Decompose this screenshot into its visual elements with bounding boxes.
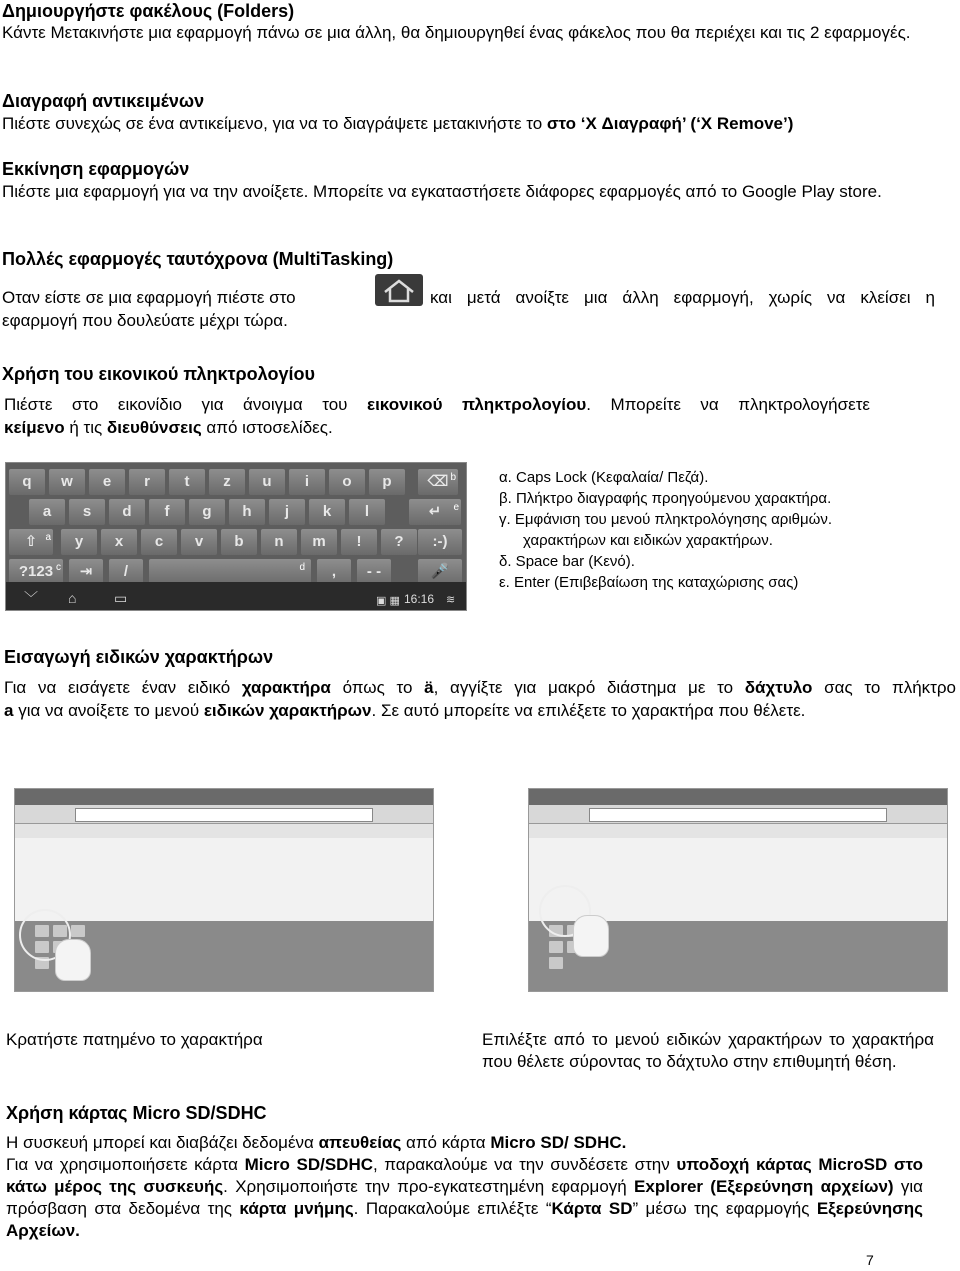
key-3-5[interactable]: b <box>221 529 257 555</box>
sd-text-2: Για να χρησιμοποιήσετε κάρτα Micro SD/SDHC, παρακαλούμε να την συνδέσετε στην υποδοχή κάρτας MicroSD στο κάτω μέρος της συσκευής. Χρησιμοποιήστε την προ-εγκατεστημένη εφαρμογή Explorer (Εξερεύνηση αρχείων) για πρόσβαση στα δεδομένα της κάρτα μνήμης. Παρακαλούμε επιλέξτε “Κάρτα SD” μέσω της εφαρμογής Εξερεύνησης Αρχείων. <box>6 1155 924 1240</box>
key-3-9[interactable]: ? <box>381 529 417 555</box>
key-1-6[interactable]: z <box>209 469 245 495</box>
enter-key[interactable]: ↵ e <box>409 499 461 525</box>
key-3-8[interactable]: ! <box>341 529 377 555</box>
key-2-5[interactable]: g <box>189 499 225 525</box>
status-icons: ▣ ▦ <box>376 595 400 607</box>
keyboard-text-1: Πιέστε στο εικονίδιο για άνοιγμα του εικονικού πληκτρολογίου. Μπορείτε να πληκτρολογήσετε <box>4 395 870 414</box>
keyboard-text-2: κείμενο ή τις διευθύνσεις από ιστοσελίδες. <box>4 418 333 437</box>
key-1-4[interactable]: r <box>129 469 165 495</box>
key-3-1[interactable]: y <box>61 529 97 555</box>
browser-url-bar <box>529 805 947 824</box>
home-icon <box>375 274 423 306</box>
legend-item: χαρακτήρων και ειδικών χαρακτήρων. <box>523 532 773 549</box>
browser-tab-bar <box>529 789 947 805</box>
browser-tab-bar <box>15 789 433 805</box>
key-1-3[interactable]: e <box>89 469 125 495</box>
backspace-key[interactable]: ⌫ b <box>418 469 458 495</box>
back-icon[interactable]: ﹀ <box>24 590 38 606</box>
tab-key[interactable]: ⇥ <box>69 559 103 585</box>
slash-key[interactable]: / <box>109 559 143 585</box>
key-2-1[interactable]: a <box>29 499 65 525</box>
apostrophe-key[interactable]: , <box>317 559 351 585</box>
key-1-7[interactable]: u <box>249 469 285 495</box>
key-1-9[interactable]: o <box>329 469 365 495</box>
key-1-5[interactable]: t <box>169 469 205 495</box>
emoticon-key[interactable]: :-) <box>418 529 462 555</box>
key-2-4[interactable]: f <box>149 499 185 525</box>
key-3-2[interactable]: x <box>101 529 137 555</box>
android-nav-bar <box>6 582 466 610</box>
clock: 16:16 <box>404 592 435 606</box>
keyboard-screenshot <box>5 462 467 611</box>
delete-heading: Διαγραφή αντικειμένων <box>2 91 205 111</box>
key-2-9[interactable]: l <box>349 499 385 525</box>
multitask-text-a: Οταν είστε σε μια εφαρμογή πιέστε στο <box>2 288 296 307</box>
wifi-icon: ≋ <box>446 594 456 606</box>
legend-item: γ. Εμφάνιση του μενού πληκτρολόγησης αριθμών. <box>499 511 833 528</box>
key-2-7[interactable]: j <box>269 499 305 525</box>
keyboard-row-2 <box>6 496 466 526</box>
key-2-6[interactable]: h <box>229 499 265 525</box>
key-3-7[interactable]: m <box>301 529 337 555</box>
folders-text: Κάντε Μετακινήστε μια εφαρμογή πάνω σε μια άλλη, θα δημιουργηθεί ένας φάκελος που θα περιέχει και τις 2 εφαρμογές. <box>2 23 911 42</box>
delete-text: Πιέστε συνεχώς σε ένα αντικείμενο, για να το διαγράψετε μετακινήστε το στο ‘X Διαγραφή’ (‘X Remove’) <box>2 114 794 133</box>
key-1-10[interactable]: p <box>369 469 405 495</box>
multitask-text-b: και μετά ανοίξτε μια άλλη εφαρμογή, χωρίς να κλείσει η <box>430 288 935 307</box>
browser-bookmarks-bar <box>529 824 947 838</box>
launch-text: Πιέστε μια εφαρμογή για να την ανοίξετε. Μπορείτε να εγκαταστήσετε διάφορες εφαρμογές από το Google Play store. <box>2 182 882 201</box>
browser-content <box>15 838 433 921</box>
special-text-1: Για να εισάγετε έναν ειδικό χαρακτήρα όπως το ä, αγγίξτε για μακρό διάστημα με το δάχτυλο σας το πλήκτρο <box>4 678 956 697</box>
sd-heading: Χρήση κάρτας Micro SD/SDHC <box>6 1103 267 1123</box>
home-nav-icon[interactable]: ⌂ <box>68 590 77 606</box>
special-text-2: a για να ανοίξετε το μενού ειδικών χαρακτήρων. Σε αυτό μπορείτε να επιλέξετε το χαρακτήρα που θέλετε. <box>4 701 806 720</box>
shift-key[interactable]: ⇧ a <box>9 529 53 555</box>
legend-item: α. Caps Lock (Κεφαλαία/ Πεζά). <box>499 469 709 486</box>
key-1-1[interactable]: q <box>9 469 45 495</box>
multitask-text-c: εφαρμογή που δουλεύατε μέχρι τώρα. <box>2 311 288 330</box>
finger-icon <box>55 939 91 981</box>
page-number: 7 <box>866 1252 874 1268</box>
keyboard-row-3 <box>6 526 466 556</box>
keyboard-heading: Χρήση του εικονικού πληκτρολογίου <box>2 364 315 384</box>
recents-icon[interactable]: ▭ <box>114 590 128 606</box>
key-1-2[interactable]: w <box>49 469 85 495</box>
legend-item: β. Πλήκτρο διαγραφής προηγούμενου χαρακτήρα. <box>499 490 832 507</box>
legend-item: δ. Space bar (Κενό). <box>499 553 635 570</box>
keyboard-legend <box>499 467 919 593</box>
key-3-6[interactable]: n <box>261 529 297 555</box>
mic-key[interactable]: 🎤 <box>418 559 462 585</box>
legend-item: ε. Enter (Επιβεβαίωση της καταχώρισης σας) <box>499 574 799 591</box>
tablet-screenshot-select <box>528 788 948 992</box>
tablet-screenshot-hold <box>14 788 434 992</box>
finger-icon <box>573 915 609 957</box>
folders-heading: Δημιουργήστε φακέλους (Folders) <box>2 1 295 21</box>
multitask-heading: Πολλές εφαρμογές ταυτόχρονα (MultiTasking) <box>2 249 394 269</box>
key-2-8[interactable]: k <box>309 499 345 525</box>
browser-bookmarks-bar <box>15 824 433 838</box>
dash-key[interactable]: - - <box>357 559 391 585</box>
numbers-key[interactable]: ?123 c <box>9 559 63 585</box>
browser-content <box>529 838 947 921</box>
space-bar-key[interactable]: d <box>149 559 311 585</box>
keyboard-row-1 <box>6 466 466 496</box>
caption-select: Επιλέξτε από το μενού ειδικών χαρακτήρων το χαρακτήρα που θέλετε σύροντας το δάχτυλο στην επιθυμητή θέση. <box>482 1030 934 1071</box>
sd-text-1: Η συσκευή μπορεί και διαβάζει δεδομένα απευθείας από κάρτα Micro SD/ SDHC. <box>6 1133 627 1152</box>
key-2-2[interactable]: s <box>69 499 105 525</box>
special-heading: Εισαγωγή ειδικών χαρακτήρων <box>4 647 274 667</box>
key-1-8[interactable]: i <box>289 469 325 495</box>
launch-heading: Εκκίνηση εφαρμογών <box>2 159 190 179</box>
key-3-3[interactable]: c <box>141 529 177 555</box>
key-3-4[interactable]: v <box>181 529 217 555</box>
browser-url-bar <box>15 805 433 824</box>
caption-hold: Κρατήστε πατημένο το χαρακτήρα <box>6 1030 263 1049</box>
key-2-3[interactable]: d <box>109 499 145 525</box>
